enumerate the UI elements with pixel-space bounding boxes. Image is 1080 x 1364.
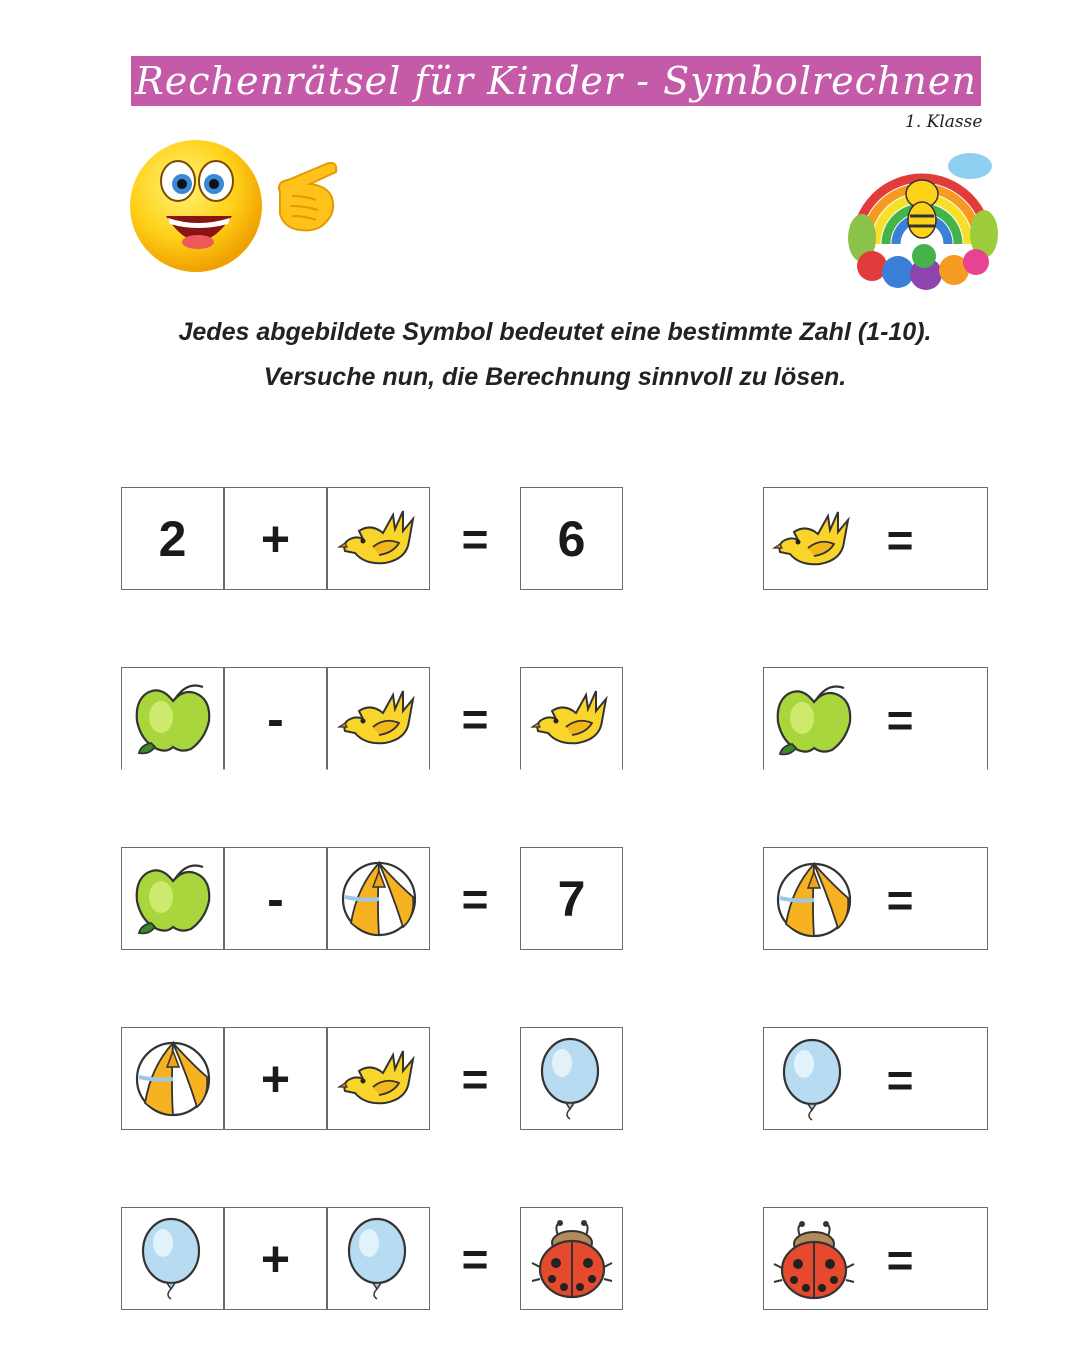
bird-icon: [337, 677, 421, 761]
result-cell: [520, 847, 623, 950]
puzzle-row: [0, 847, 1080, 951]
operator-sign: +: [260, 510, 291, 567]
answer-equals: [870, 1028, 930, 1131]
answer-box[interactable]: [763, 667, 988, 770]
apple-icon: [131, 677, 215, 761]
equals-sign: =: [886, 1053, 914, 1106]
instructions: [0, 310, 1080, 400]
operand-b-cell: [327, 847, 430, 950]
bird-icon: [772, 498, 856, 582]
equals-sign: =: [461, 872, 489, 925]
number-value: 6: [557, 510, 586, 567]
puzzle-row: [0, 667, 1080, 771]
equals-sign: =: [886, 1233, 914, 1286]
result-cell: [520, 667, 623, 770]
operand-b-cell: [327, 667, 430, 770]
apple-icon: [772, 678, 856, 762]
equals-cell: [430, 487, 520, 590]
bird-icon: [530, 677, 614, 761]
equals-cell: [430, 1207, 520, 1310]
operator-sign: -: [267, 870, 284, 927]
equals-sign: =: [461, 1232, 489, 1285]
balloon-icon: [530, 1037, 614, 1121]
operand-a-cell: [121, 667, 224, 770]
operand-a-cell: [121, 1207, 224, 1310]
answer-equals: [870, 488, 930, 591]
equals-cell: [430, 847, 520, 950]
answer-box[interactable]: [763, 487, 988, 590]
equals-sign: =: [461, 512, 489, 565]
result-cell: [520, 1027, 623, 1130]
apple-icon: [131, 857, 215, 941]
bird-icon: [337, 1037, 421, 1121]
operand-a-cell: [121, 1027, 224, 1130]
equals-sign: =: [886, 513, 914, 566]
equals-sign: =: [886, 873, 914, 926]
balloon-icon: [131, 1217, 215, 1301]
result-cell: [520, 1207, 623, 1310]
grade-label: 1. Klasse: [905, 112, 983, 132]
operand-b-cell: [327, 1027, 430, 1130]
ladybug-icon: [530, 1217, 614, 1301]
instruction-line-1: Jedes abgebildete Symbol bedeutet eine bestimmte Zahl (1-10).: [178, 318, 932, 346]
page-title: Rechenrätsel für Kinder - Symbolrechnen: [135, 59, 977, 103]
puzzle-row: [0, 1207, 1080, 1311]
operator-sign: -: [267, 690, 284, 747]
operator-sign: +: [260, 1050, 291, 1107]
bee-rainbow-logo: [842, 134, 1002, 294]
answer-equals: [870, 848, 930, 951]
pointing-hand-icon: [266, 152, 346, 242]
balloon-icon: [337, 1217, 421, 1301]
number-value: 7: [557, 870, 586, 927]
answer-box[interactable]: [763, 847, 988, 950]
equals-cell: [430, 1027, 520, 1130]
operator-cell: [224, 667, 327, 770]
answer-box[interactable]: [763, 1207, 988, 1310]
ball-icon: [131, 1037, 215, 1121]
puzzle-row: [0, 1027, 1080, 1131]
bird-icon: [337, 497, 421, 581]
operator-cell: [224, 847, 327, 950]
smiley-icon: [128, 136, 268, 276]
result-cell: [520, 487, 623, 590]
ladybug-icon: [772, 1218, 856, 1302]
operand-a-cell: [121, 487, 224, 590]
instruction-line-2: Versuche nun, die Berechnung sinnvoll zu lösen.: [263, 363, 847, 391]
operator-cell: [224, 1207, 327, 1310]
operator-cell: [224, 487, 327, 590]
operand-b-cell: [327, 1207, 430, 1310]
operator-sign: +: [260, 1230, 291, 1287]
answer-equals: [870, 668, 930, 771]
equals-sign: =: [461, 692, 489, 745]
equals-sign: =: [886, 693, 914, 746]
operand-b-cell: [327, 487, 430, 590]
answer-equals: [870, 1208, 930, 1311]
number-value: 2: [158, 510, 187, 567]
balloon-icon: [772, 1038, 856, 1122]
puzzle-row: [0, 487, 1080, 591]
answer-box[interactable]: [763, 1027, 988, 1130]
operator-cell: [224, 1027, 327, 1130]
ball-icon: [772, 858, 856, 942]
equals-sign: =: [461, 1052, 489, 1105]
operand-a-cell: [121, 847, 224, 950]
ball-icon: [337, 857, 421, 941]
equals-cell: [430, 667, 520, 770]
title-banner: [131, 56, 981, 106]
